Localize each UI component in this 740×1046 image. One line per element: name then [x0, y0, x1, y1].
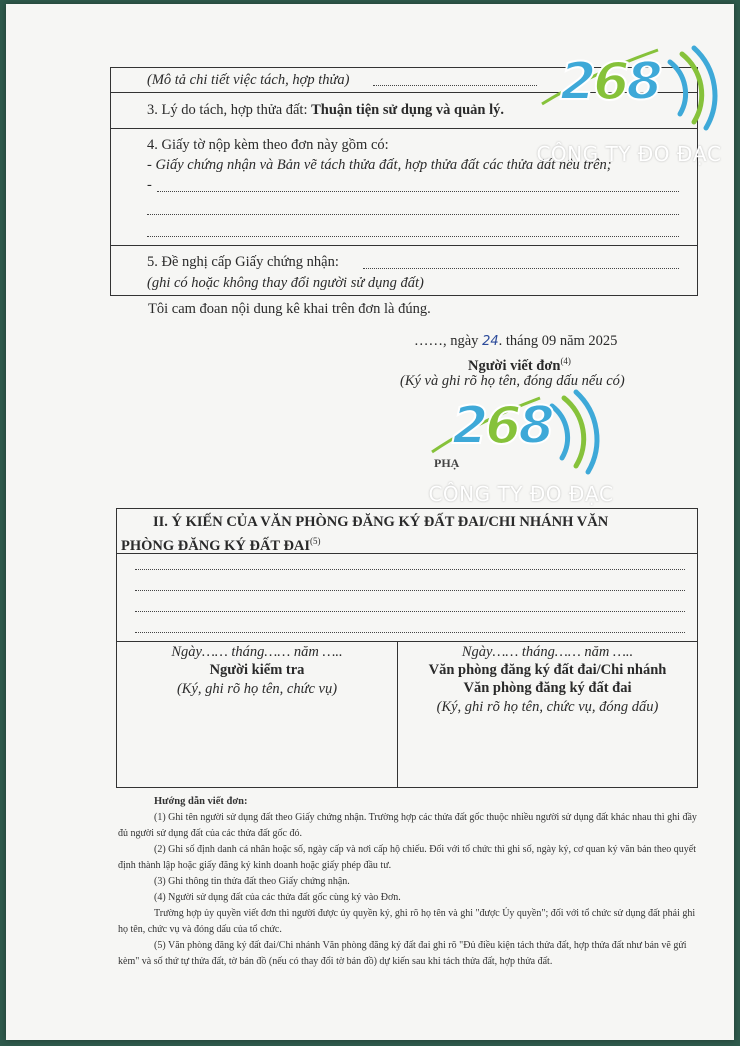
office-role-line2: Văn phòng đăng ký đất đai [463, 680, 632, 696]
section2-table [116, 508, 698, 788]
section2-signature-row [117, 641, 697, 787]
watermark-text: CÔNG TY ĐO ĐẠC [428, 482, 614, 506]
guide-note-2: (2) Ghi số định danh cá nhân hoặc số, ngày cấp và nơi cấp hộ chiếu. Đối với tổ chức thì ghi số, ngày ký, cơ quan ký văn bản theo quyết định thành lập hoặc giấy đăng ký kinh doanh hoặc giấy phép đầu tư. [118, 844, 696, 871]
section2-title-line1: II. Ý KIẾN CỦA VĂN PHÒNG ĐĂNG KÝ ĐẤT ĐAI/CHI NHÁNH VĂN [153, 514, 609, 530]
certificate-title: 5. Đề nghị cấp Giấy chứng nhận: [147, 254, 339, 270]
detail-label: (Mô tả chi tiết việc tách, hợp thửa) [147, 72, 350, 88]
writer-title: Người viết đơn$^{(4)}$ [468, 356, 571, 374]
signature-day: 24 [482, 334, 499, 349]
guide-note-3: (3) Ghi thông tin thửa đất theo Giấy chứng nhận. [154, 876, 350, 887]
watermark-text: CÔNG TY ĐO ĐẠC [536, 142, 722, 166]
watermark-number: 268 [560, 52, 660, 112]
checker-role: Người kiểm tra [209, 662, 305, 678]
checker-column [117, 641, 398, 787]
reason-label: 3. Lý do tách, hợp thửa đất: [147, 102, 312, 118]
writer-note: (Ký và ghi rõ họ tên, đóng dấu nếu có) [400, 373, 625, 389]
section2-header: II. Ý KIẾN CỦA VĂN PHÒNG ĐĂNG KÝ ĐẤT ĐAI/CHI NHÁNH VĂN PHÒNG ĐĂNG KÝ ĐẤT ĐAI$^{(5)}$ [117, 509, 697, 554]
row-certificate [111, 245, 697, 295]
section2-title-line2: PHÒNG ĐĂNG KÝ ĐẤT ĐAI [121, 537, 311, 554]
attachments-title: 4. Giấy tờ nộp kèm theo đơn này gồm có: [147, 137, 389, 153]
guide-note-5: Trường hợp ủy quyền viết đơn thì người được ủy quyền ký, ghi rõ họ tên và ghi "được Ủy quyền"; đối với tổ chức sử dụng đất phải ghi họ tên, chức vụ và đóng dấu của tổ chức. [118, 908, 696, 935]
office-role-line1: Văn phòng đăng ký đất đai/Chi nhánh [428, 662, 667, 678]
checker-note: (Ký, ghi rõ họ tên, chức vụ) [176, 681, 338, 697]
declaration-text: Tôi cam đoan nội dung kê khai trên đơn là đúng. [148, 301, 431, 317]
office-column [398, 641, 697, 787]
writing-guide [118, 794, 698, 970]
office-date: Ngày…… tháng…… năm ….. [461, 644, 634, 660]
company-watermark-middle [412, 388, 622, 506]
checker-date: Ngày…… tháng…… năm ….. [171, 644, 343, 660]
guide-note-1: (1) Ghi tên người sử dụng đất theo Giấy chứng nhận. Trường hợp các thửa đất gốc thuộc nhiều người sử dụng đất khác nhau thì ghi đầy đủ người sử dụng đất của các thửa đất gốc đó. [118, 812, 697, 839]
attachment-item-2: - [147, 177, 152, 193]
guide-note-6: (5) Văn phòng đăng ký đất đai/Chi nhánh Văn phòng đăng ký đất đai ghi rõ "Đủ điều kiện tách thửa đất, hợp thửa đất như bản vẽ gửi kèm" và số thứ tự thửa đất, tờ bản đồ (nếu có thay đổi tờ bản đồ) dự kiến sau khi tách thửa đất, hợp thửa đất. [118, 940, 687, 967]
office-note: (Ký, ghi rõ họ tên, chức vụ, đóng dấu) [436, 699, 659, 715]
guide-note-4: (4) Người sử dụng đất của các thửa đất gốc cùng ký vào Đơn. [154, 892, 401, 903]
watermark-number: 268 [452, 396, 552, 456]
reason-value: Thuận tiện sử dụng và quản lý. [311, 102, 504, 118]
document-page [6, 4, 734, 1040]
attachment-item-1: - Giấy chứng nhận và Bản vẽ tách thửa đất, hợp thửa đất các thửa đất nêu trên; [147, 157, 612, 173]
guide-title: Hướng dẫn viết đơn: [154, 796, 248, 807]
section2-opinion-lines [117, 553, 697, 642]
company-watermark-top [520, 44, 730, 166]
certificate-note: (ghi có hoặc không thay đổi người sử dụng đất) [147, 275, 424, 291]
signer-name-partial: PHẠ [434, 456, 460, 470]
signature-date: ……, ngày 24. tháng 09 năm 2025 [414, 333, 618, 349]
